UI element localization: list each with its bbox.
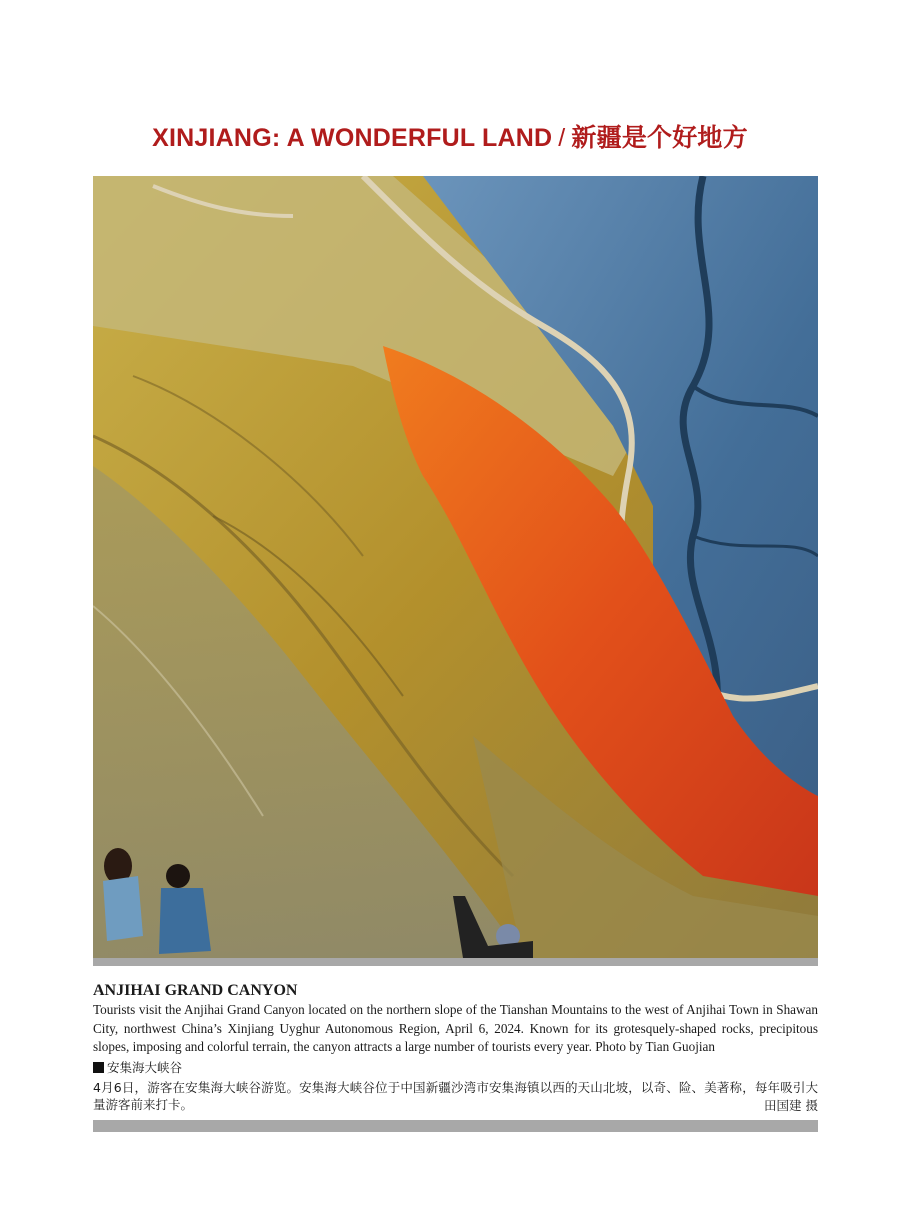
caption-heading-chinese xyxy=(93,1058,182,1076)
square-bullet-icon xyxy=(93,1062,104,1073)
caption-heading-chinese-text: 安集海大峡谷 xyxy=(107,1060,183,1075)
title-english: XINJIANG: A WONDERFUL LAND xyxy=(152,124,553,152)
title-separator: / xyxy=(558,124,566,152)
canyon-photo-illustration xyxy=(93,176,818,958)
photo-credit-chinese: 田国建 摄 xyxy=(764,1098,818,1113)
caption-body-chinese: 4月6日，游客在安集海大峡谷游览。安集海大峡谷位于中国新疆沙湾市安集海镇以西的天山北坡，以奇、险、美著称，每年吸引大量游客前来打卡。 xyxy=(93,1080,818,1112)
page-title xyxy=(0,118,900,154)
caption-title: ANJIHAI GRAND CANYON xyxy=(93,982,298,999)
caption-body-english: Tourists visit the Anjihai Grand Canyon located on the northern slope of the Tianshan Mountains to the west of Anjihai Town in Shawan City, northwest China’s Xinjiang Uyghur Autonomous Region, April 6, 2024. Known for its grotesquely-shaped rocks, precipitous slopes, imposing and colorful terrain, the canyon attracts a large number of tourists every year. Photo by Tian Guojian xyxy=(93,1002,818,1054)
divider-bar-top xyxy=(93,958,818,966)
divider-bar-bottom xyxy=(93,1120,818,1132)
canyon-photo xyxy=(93,176,818,958)
title-chinese: 新疆是个好地方 xyxy=(571,123,748,152)
